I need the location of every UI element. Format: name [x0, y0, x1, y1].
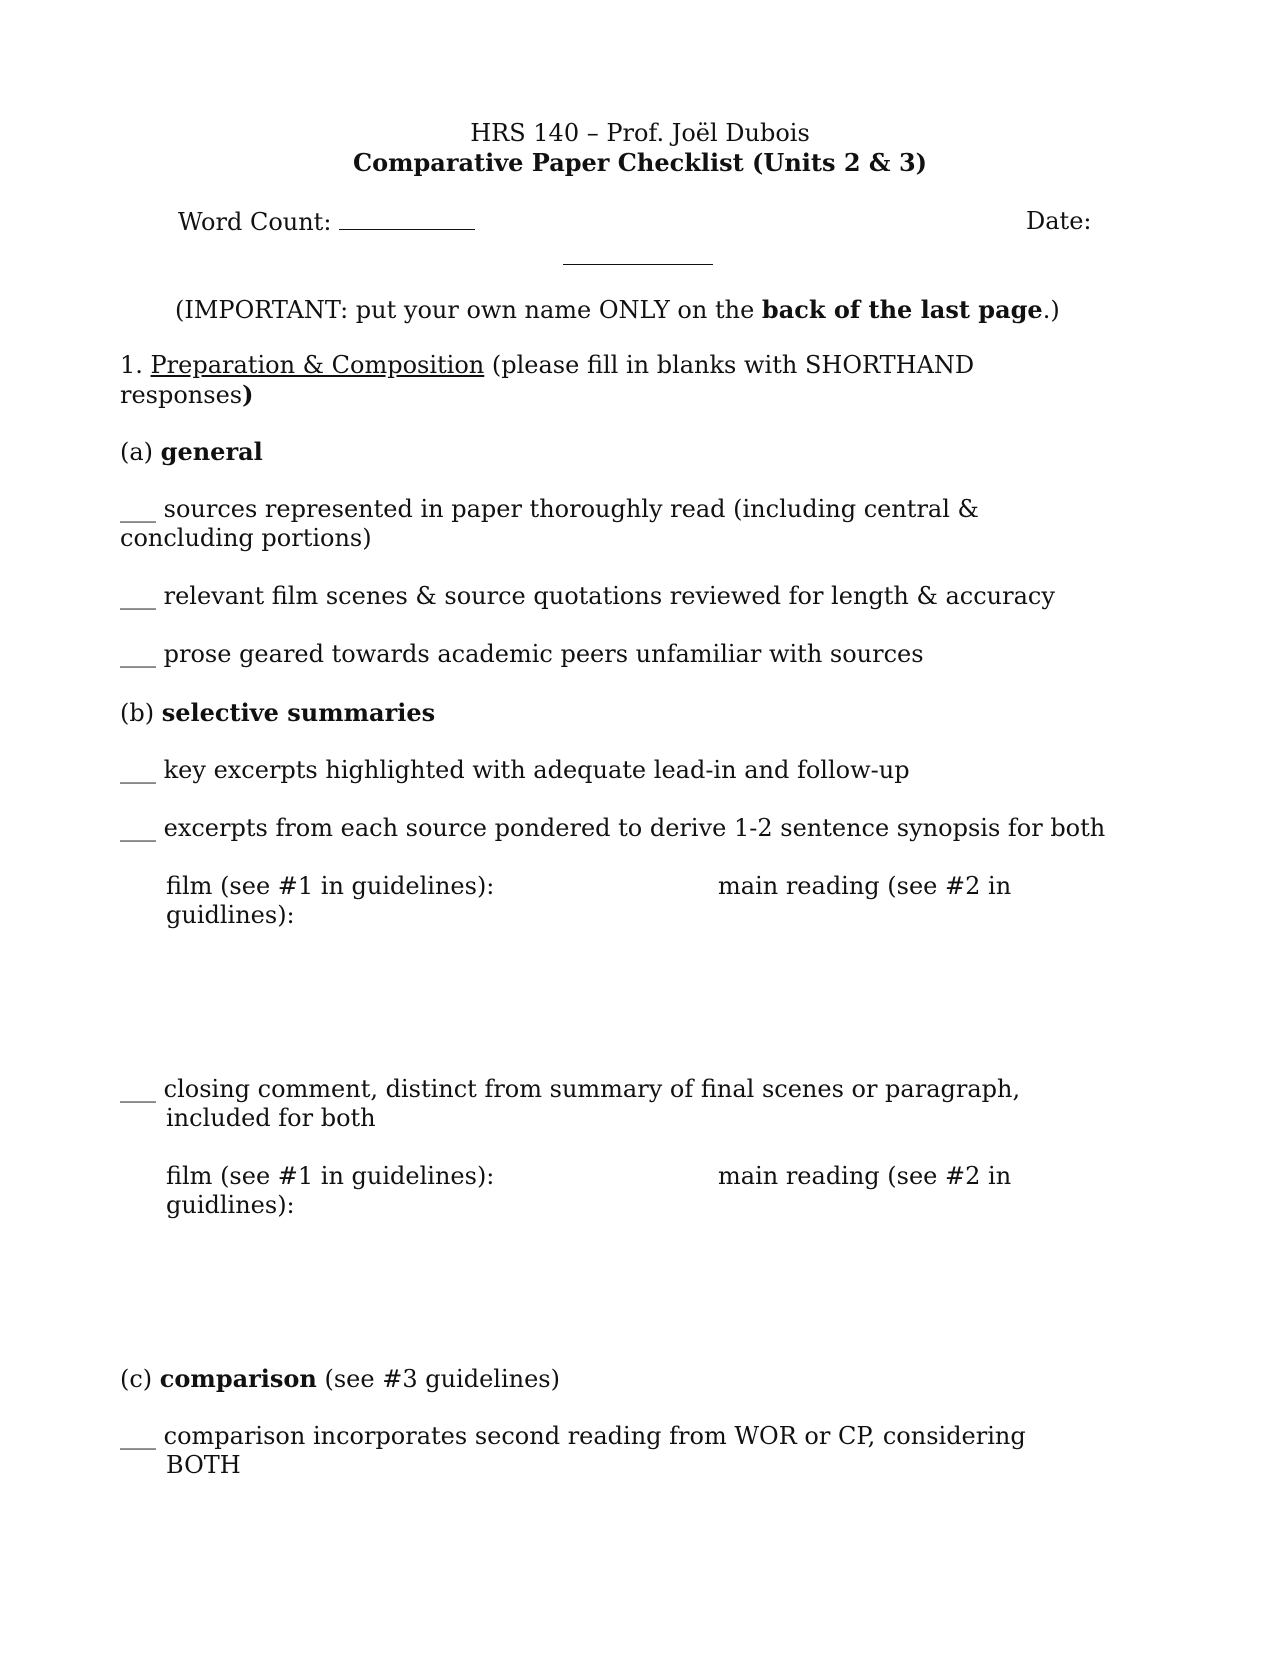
check-blank: ___ [120, 640, 156, 668]
checklist-item[interactable]: ___ sources represented in paper thoroughly read (including central & [120, 495, 979, 523]
closing-reading-label-cont: guidlines): [166, 1191, 295, 1219]
checklist-item-cont: BOTH [166, 1451, 241, 1479]
date-blank[interactable] [563, 242, 713, 265]
name-notice: (IMPORTANT: put your own name ONLY on the back of the last page.) [175, 295, 1060, 324]
synopsis-film-label: film (see #1 in guidelines): [166, 872, 495, 900]
checklist-item-cont: included for both [166, 1104, 376, 1132]
word-count-label: Word Count: [178, 208, 332, 236]
course-line: HRS 140 – Prof. Joël Dubois [470, 119, 810, 147]
word-count-field[interactable] [178, 207, 475, 237]
checklist-item[interactable]: ___ excerpts from each source pondered to derive 1-2 sentence synopsis for both [120, 814, 1106, 842]
check-blank: ___ [120, 1075, 156, 1103]
checklist-item[interactable]: ___ comparison incorporates second reading from WOR or CP, considering [120, 1422, 1026, 1450]
checklist-item[interactable]: ___ prose geared towards academic peers unfamiliar with sources [120, 640, 924, 668]
check-blank: ___ [120, 495, 156, 523]
checklist-item-cont: concluding portions) [120, 524, 372, 552]
checklist-item[interactable]: ___ relevant film scenes & source quotations reviewed for length & accuracy [120, 582, 1055, 610]
check-blank: ___ [120, 582, 156, 610]
word-count-blank[interactable] [339, 207, 475, 230]
section-1-heading: 1. Preparation & Composition (please fill in blanks with SHORTHAND [120, 351, 975, 379]
check-blank: ___ [120, 1422, 156, 1450]
part-a-heading: (a) general [120, 437, 263, 466]
part-c-heading: (c) comparison (see #3 guidelines) [120, 1364, 560, 1393]
part-b-heading: (b) selective summaries [120, 698, 436, 727]
synopsis-reading-label: main reading (see #2 in [718, 872, 1012, 900]
checklist-item[interactable]: ___ closing comment, distinct from summary of final scenes or paragraph, [120, 1075, 1021, 1103]
synopsis-reading-label-cont: guidlines): [166, 901, 295, 929]
page-title: Comparative Paper Checklist (Units 2 & 3) [353, 148, 927, 177]
checklist-item[interactable]: ___ key excerpts highlighted with adequate lead-in and follow-up [120, 756, 910, 784]
closing-film-label: film (see #1 in guidelines): [166, 1162, 495, 1190]
section-1-title: Preparation & Composition [150, 351, 485, 379]
check-blank: ___ [120, 814, 156, 842]
check-blank: ___ [120, 756, 156, 784]
section-1-heading-cont: responses) [120, 380, 254, 409]
closing-reading-label: main reading (see #2 in [718, 1162, 1012, 1190]
date-label: Date: [1026, 207, 1092, 235]
